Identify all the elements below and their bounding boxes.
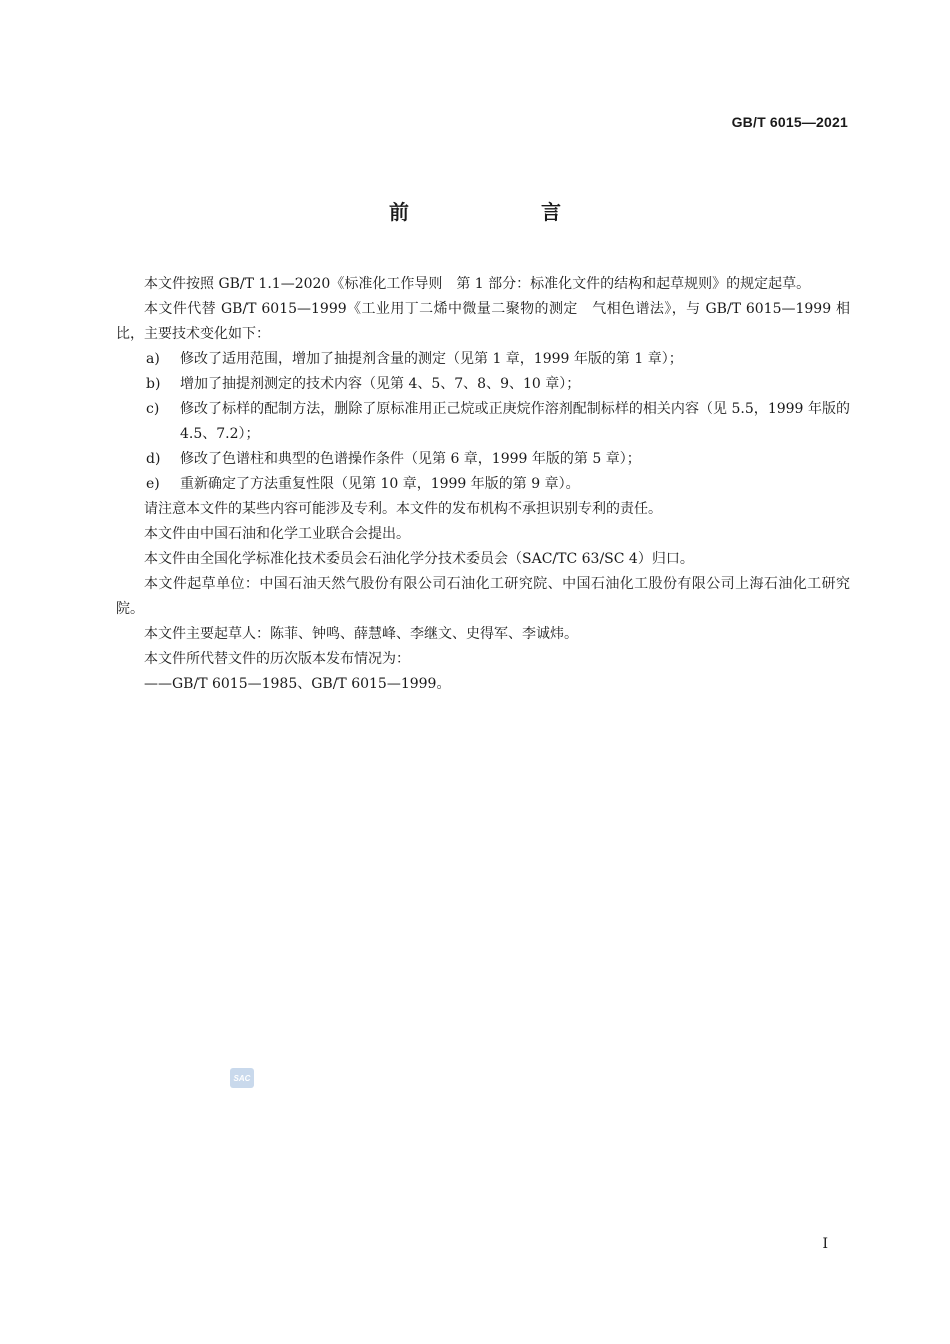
paragraph-proposer: 本文件由中国石油和化学工业联合会提出。 (144, 526, 410, 542)
svg-text:SAC: SAC (233, 1074, 251, 1083)
list-item (116, 372, 850, 397)
paragraph-history-intro: 本文件所代替文件的历次版本发布情况为： (144, 651, 410, 667)
page-title: 前 言 (389, 200, 617, 224)
list-item (116, 347, 850, 372)
changes-list (116, 347, 850, 497)
paragraph-drafting-units: 本文件起草单位：中国石油天然气股份有限公司石油化工研究院、中国石油化工股份有限公司上海石油化工研究院。 (116, 576, 850, 617)
list-marker: e) (146, 476, 160, 492)
document-body (116, 272, 850, 697)
list-item (116, 472, 850, 497)
list-item (116, 447, 850, 472)
standard-code: GB/T 6015—2021 (731, 114, 848, 130)
paragraph-patent-notice: 请注意本文件的某些内容可能涉及专利。本文件的发布机构不承担识别专利的责任。 (144, 501, 662, 517)
history-item: ——GB/T 6015—1985、GB/T 6015—1999。 (144, 676, 451, 692)
list-item-text: 修改了适用范围，增加了抽提剂含量的测定（见第 1 章，1999 年版的第 1 章）； (180, 351, 683, 367)
list-marker: a) (146, 351, 160, 367)
list-item (116, 397, 850, 447)
list-item-text: 增加了抽提剂测定的技术内容（见第 4、5、7、8、9、10 章）； (180, 376, 581, 392)
paragraph-centralized-unit: 本文件由全国化学标准化技术委员会石油化学分技术委员会（SAC/TC 63/SC 4）归口。 (144, 551, 694, 567)
list-item-text: 重新确定了方法重复性限（见第 10 章，1999 年版的第 9 章）。 (180, 476, 580, 492)
list-marker: b) (146, 376, 161, 392)
page-number: I (822, 1236, 828, 1252)
list-item-text: 修改了标样的配制方法，删除了原标准用正己烷或正庚烷作溶剂配制标样的相关内容（见 5.5，1999 年版的 4.5、7.2）； (180, 401, 850, 442)
paragraph-drafting-rules: 本文件按照 GB/T 1.1—2020《标准化工作导则 第 1 部分：标准化文件的结构和起草规则》的规定起草。 (144, 276, 811, 292)
sac-watermark-logo (229, 1066, 255, 1090)
list-marker: c) (146, 401, 160, 417)
list-marker: d) (146, 451, 161, 467)
list-item-text: 修改了色谱柱和典型的色谱操作条件（见第 6 章，1999 年版的第 5 章）； (180, 451, 641, 467)
paragraph-replacement: 本文件代替 GB/T 6015—1999《工业用丁二烯中微量二聚物的测定 气相色谱法》，与 GB/T 6015—1999 相比，主要技术变化如下： (116, 301, 850, 342)
paragraph-drafters: 本文件主要起草人：陈菲、钟鸣、薛慧峰、李继文、史得军、李诚炜。 (144, 626, 578, 642)
